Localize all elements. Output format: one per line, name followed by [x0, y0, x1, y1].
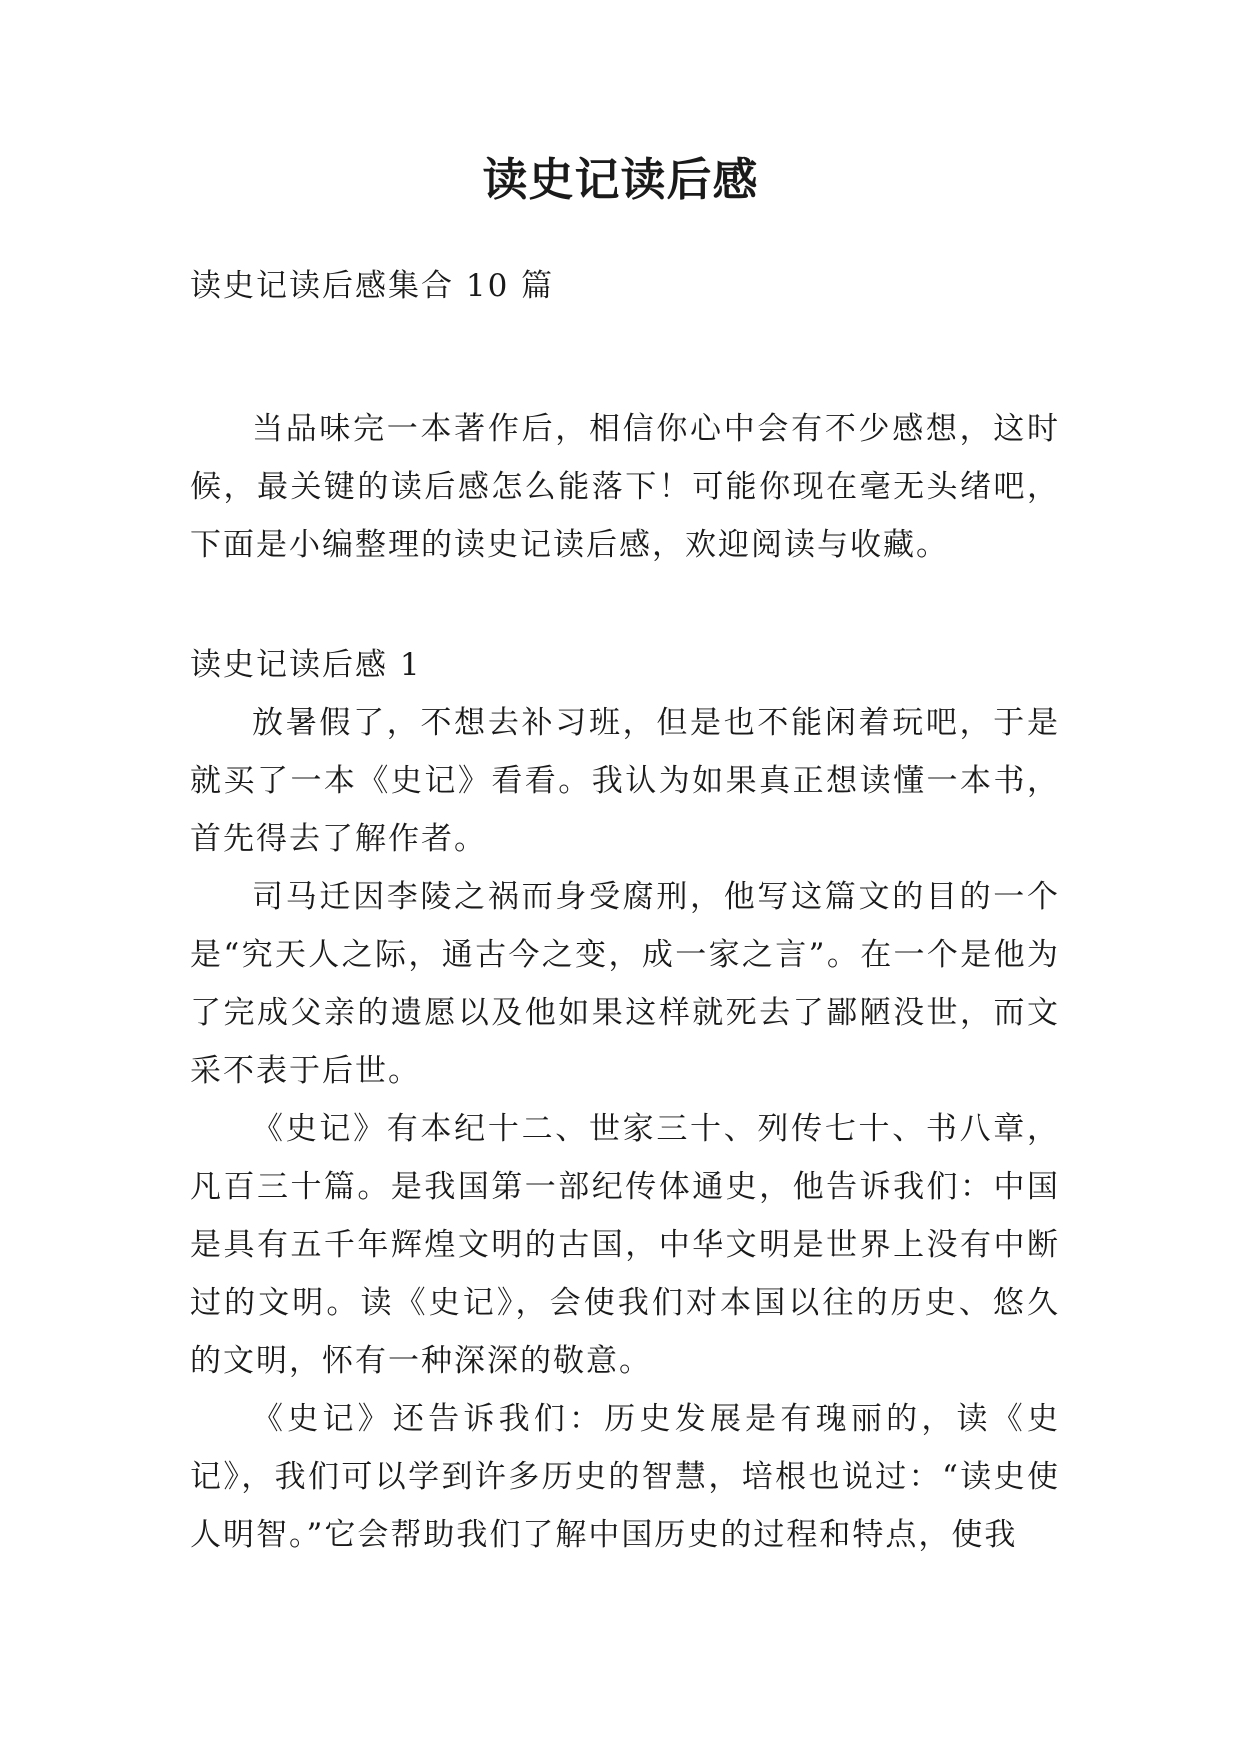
body-paragraph-4: 《史记》还告诉我们：历史发展是有瑰丽的，读《史记》，我们可以学到许多历史的智慧，培根也说过：“读史使人明智。”它会帮助我们了解中国历史的过程和特点，使我 [190, 1401, 1060, 1553]
intro-block [190, 400, 1060, 574]
document-title: 读史记读后感 [482, 153, 759, 206]
body-paragraph-3: 《史记》有本纪十二、世家三十、列传七十、书八章，凡百三十篇。是我国第一部纪传体通史，他告诉我们：中国是具有五千年辉煌文明的古国，中华文明是世界上没有中断过的文明。读《史记》，会使我们对本国以往的历史、悠久的文明，怀有一种深深的敬意。 [190, 1111, 1060, 1379]
body-paragraph-1: 放暑假了，不想去补习班，但是也不能闲着玩吧，于是就买了一本《史记》看看。我认为如果真正想读懂一本书，首先得去了解作者。 [190, 705, 1060, 857]
intro-paragraph: 当品味完一本著作后，相信你心中会有不少感想，这时候，最关键的读后感怎么能落下！可能你现在毫无头绪吧，下面是小编整理的读史记读后感，欢迎阅读与收藏。 [190, 411, 1060, 563]
document-subtitle: 读史记读后感集合 10 篇 [190, 268, 555, 304]
article-section [190, 636, 1060, 1564]
body-paragraph-2: 司马迁因李陵之祸而身受腐刑，他写这篇文的目的一个是“究天人之际，通古今之变，成一家之言”。在一个是他为了完成父亲的遗愿以及他如果这样就死去了鄙陋没世，而文采不表于后世。 [190, 879, 1060, 1089]
section-heading: 读史记读后感 1 [190, 647, 422, 683]
